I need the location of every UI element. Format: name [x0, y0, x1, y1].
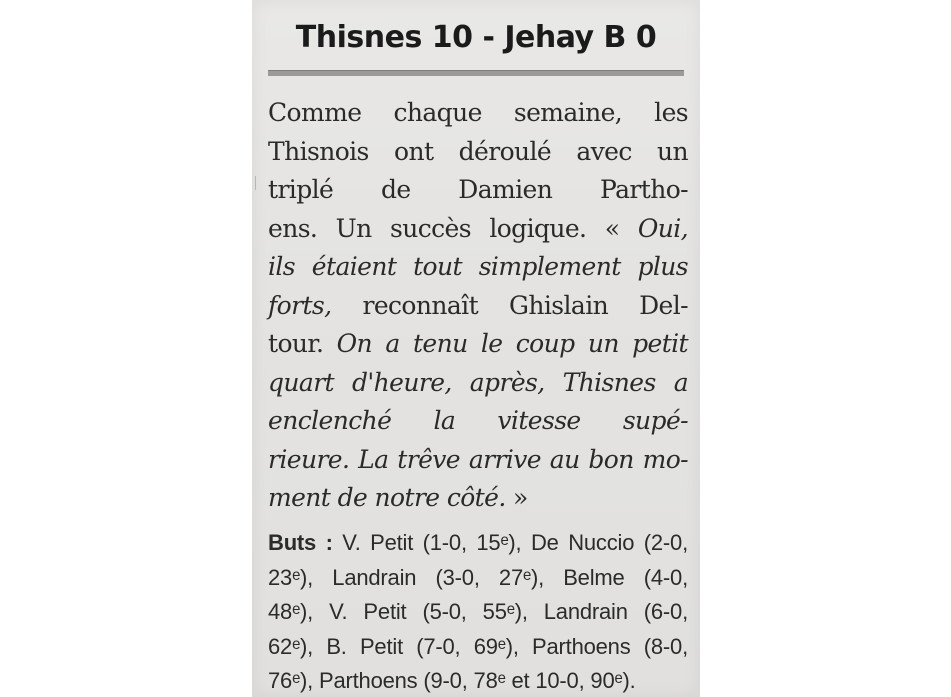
article-line [268, 133, 688, 172]
goals-line: 23ᵉ), Landrain (3-0, 27ᵉ), Belme (4-0, [268, 564, 688, 590]
body-text-segment: reconnaît Ghislain Del- [331, 290, 688, 320]
quote-text: forts, [268, 290, 332, 320]
goals-list [268, 526, 688, 697]
goals-line [268, 526, 688, 561]
goals-line-text: V. Petit (1-0, 15ᵉ), De Nuccio (2-0, [332, 530, 688, 555]
headline-rule [268, 70, 684, 76]
article-line [268, 248, 688, 287]
article-line [268, 171, 688, 210]
body-text-segment: tour. [268, 329, 337, 358]
body-text-segment: ens. Un succès logique. « [268, 213, 638, 243]
goals-line: 62ᵉ), B. Petit (7-0, 69ᵉ), Parthoens (8-0, [268, 633, 688, 659]
body-text-segment: Comme chaque semaine, les [268, 98, 688, 127]
quote-text: Oui, [637, 213, 688, 243]
body-text-segment: Thisnois ont déroulé avec un [268, 136, 688, 166]
quote-text: enclenché la vitesse supé- [268, 406, 688, 435]
article-line [268, 94, 688, 133]
article-line [268, 402, 688, 441]
goals-label: Buts : [268, 530, 333, 555]
article-line [268, 287, 688, 326]
quote-text: On a tenu le coup un petit [336, 329, 688, 358]
article-body [268, 94, 688, 518]
body-text-segment: triplé de Damien Partho- [268, 175, 688, 204]
newspaper-clipping [252, 0, 700, 697]
quote-text: ment de notre côté. [268, 483, 506, 512]
article-line [268, 364, 688, 403]
quote-text: rieure. La trêve arrive au bon mo- [268, 444, 688, 474]
goals-line: 48ᵉ), V. Petit (5-0, 55ᵉ), Landrain (6-0, [268, 599, 688, 624]
article-line [268, 210, 688, 249]
article-line [268, 325, 688, 364]
clipping-edge-mark [255, 176, 262, 190]
quote-text: ils étaient tout simplement plus [268, 252, 688, 281]
article-line [268, 441, 688, 480]
article-line [268, 479, 688, 518]
quote-text: quart d'heure, après, Thisnes a [268, 367, 688, 397]
headline: Thisnes 10 - Jehay B 0 [295, 20, 657, 55]
body-text-segment: » [505, 483, 528, 512]
goals-line: 76ᵉ), Parthoens (9-0, 78ᵉ et 10-0, 90ᵉ). [268, 668, 636, 693]
